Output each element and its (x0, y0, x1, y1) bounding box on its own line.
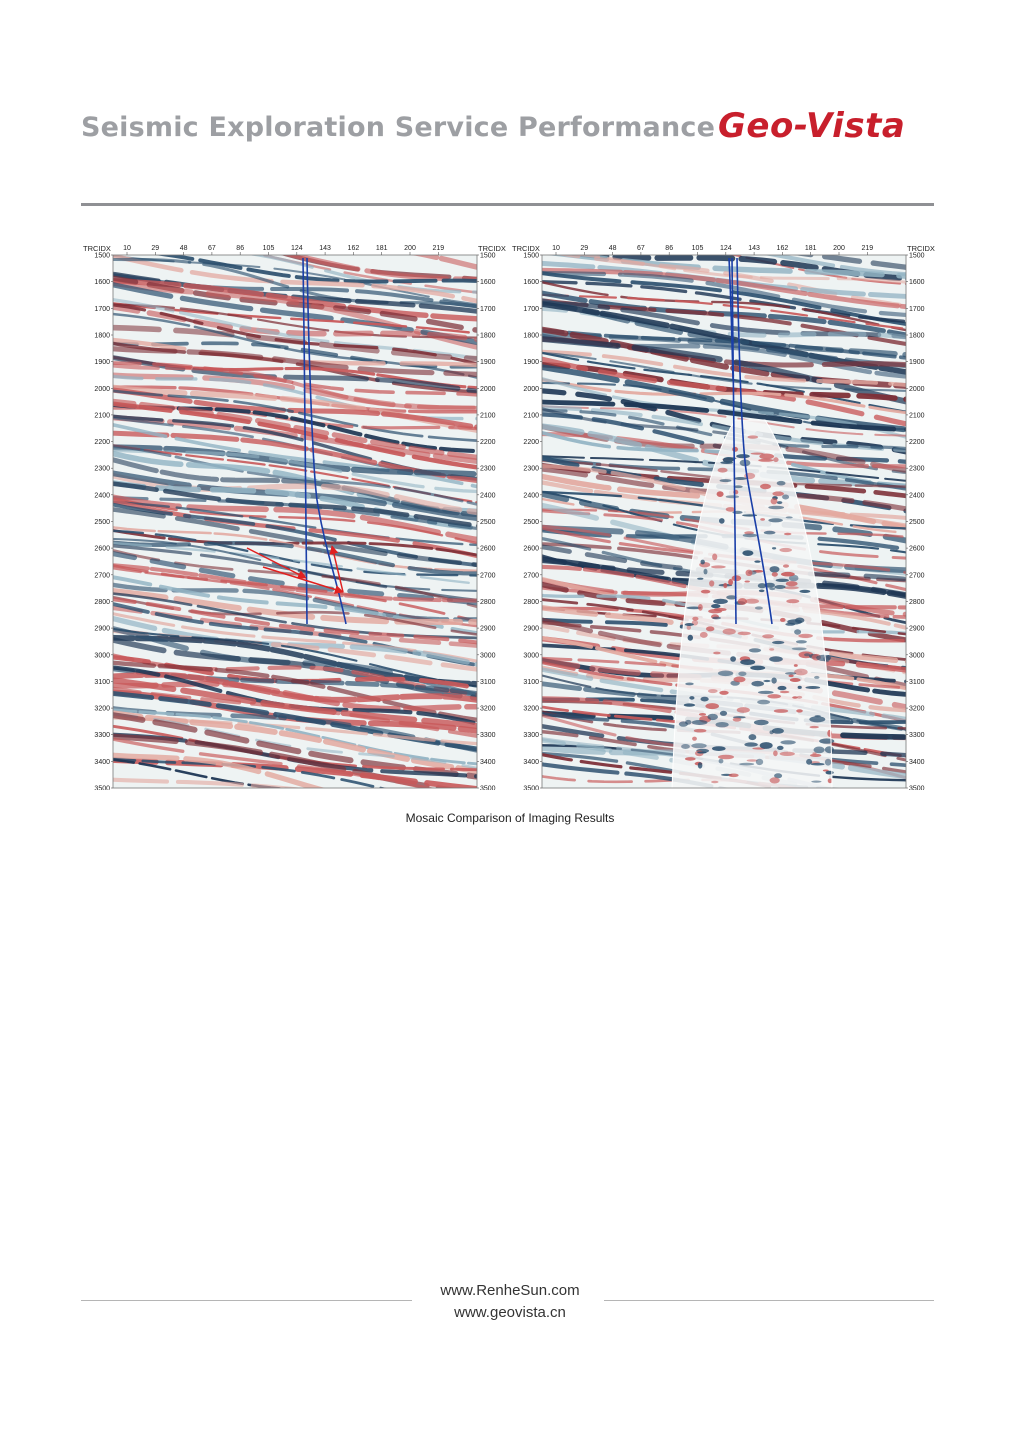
depth-tick-label-right: 1800 (480, 332, 496, 340)
depth-tick-label-right: 1700 (480, 305, 496, 313)
axis-label-right: TRCIDX (478, 244, 506, 253)
trace-tick-label: 105 (262, 245, 275, 252)
depth-tick-label-right: 2100 (480, 412, 496, 420)
depth-tick-label-left: 3000 (94, 652, 110, 660)
depth-tick-label-left: 2600 (523, 545, 539, 553)
depth-tick-label-right: 3000 (909, 652, 925, 660)
depth-tick-label-right: 3200 (909, 705, 925, 713)
depth-tick-label-right: 1500 (909, 252, 925, 260)
footer-divider-left (81, 1300, 412, 1301)
depth-tick-label-right: 3300 (480, 732, 496, 740)
depth-tick-label-right: 2900 (480, 625, 496, 633)
depth-tick-label-right: 3400 (909, 758, 925, 766)
depth-tick-label-left: 1500 (523, 252, 539, 260)
depth-tick-label-right: 2200 (480, 439, 496, 447)
trace-tick-label: 48 (179, 245, 188, 252)
depth-tick-label-right: 2200 (909, 439, 925, 447)
depth-tick-label-right: 2500 (909, 519, 925, 526)
depth-tick-label-left: 2400 (523, 492, 539, 500)
depth-tick-label-left: 2100 (523, 412, 539, 420)
trace-tick-label: 124 (719, 245, 732, 252)
depth-tick-label-left: 2300 (94, 465, 110, 473)
depth-tick-label-right: 3500 (480, 785, 496, 790)
trace-tick-label: 48 (608, 245, 617, 252)
trace-tick-label: 67 (208, 245, 216, 252)
trace-tick-label: 29 (580, 245, 589, 252)
depth-tick-label-right: 3200 (480, 705, 496, 713)
trace-tick-label: 181 (804, 245, 817, 252)
footer-divider-right (604, 1300, 934, 1301)
depth-tick-label-left: 3100 (94, 678, 110, 686)
depth-tick-label-right: 2300 (909, 465, 925, 473)
trace-tick-label: 124 (290, 245, 303, 252)
trace-tick-label: 181 (375, 245, 388, 252)
seismic-section-left (81, 240, 506, 790)
depth-tick-label-right: 3000 (480, 652, 496, 660)
depth-tick-label-right: 1900 (909, 359, 925, 367)
depth-tick-label-right: 1500 (480, 252, 496, 260)
depth-tick-label-left: 1600 (523, 279, 539, 287)
trace-tick-label: 10 (123, 245, 131, 252)
depth-tick-label-right: 1600 (909, 279, 925, 287)
depth-tick-label-left: 3400 (94, 758, 110, 766)
depth-tick-label-right: 1800 (909, 332, 925, 340)
depth-tick-label-right: 2400 (909, 492, 925, 500)
trace-tick-label: 105 (691, 245, 704, 252)
depth-tick-label-right: 3100 (480, 678, 496, 686)
depth-tick-label-right: 3100 (909, 678, 925, 686)
trace-tick-label: 143 (748, 245, 760, 252)
depth-tick-label-left: 2500 (523, 519, 539, 526)
trace-tick-label: 143 (319, 245, 331, 252)
depth-tick-label-right: 2800 (480, 598, 496, 606)
axis-label-left: TRCIDX (512, 244, 540, 253)
depth-tick-label-right: 2300 (480, 465, 496, 473)
trace-tick-label: 200 (833, 245, 845, 252)
depth-tick-label-right: 2900 (909, 625, 925, 633)
page-title: Seismic Exploration Service Performance (81, 112, 716, 143)
depth-tick-label-right: 2800 (909, 598, 925, 606)
depth-tick-label-left: 3400 (523, 758, 539, 766)
trace-tick-label: 200 (404, 245, 416, 252)
depth-tick-label-right: 2700 (909, 572, 925, 580)
footer-link-geovista[interactable]: www.geovista.cn (454, 1304, 566, 1321)
depth-tick-label-left: 2600 (94, 545, 110, 553)
depth-tick-label-left: 3200 (94, 705, 110, 713)
depth-tick-label-left: 2700 (94, 572, 110, 580)
depth-tick-label-left: 2000 (94, 385, 110, 393)
depth-tick-label-left: 2100 (94, 412, 110, 420)
depth-tick-label-left: 1700 (94, 305, 110, 313)
depth-tick-label-left: 3200 (523, 705, 539, 713)
depth-tick-label-left: 3300 (94, 732, 110, 740)
depth-tick-label-left: 2800 (523, 598, 539, 606)
depth-tick-label-right: 1700 (909, 305, 925, 313)
seismic-section-right (510, 240, 935, 790)
depth-tick-label-left: 2700 (523, 572, 539, 580)
depth-tick-label-right: 2000 (480, 385, 496, 393)
trace-tick-label: 162 (776, 245, 789, 252)
depth-tick-label-right: 3500 (909, 785, 925, 790)
depth-tick-label-left: 1900 (94, 359, 110, 367)
trace-tick-label: 86 (236, 245, 245, 252)
figure-caption: Mosaic Comparison of Imaging Results (405, 811, 615, 825)
depth-tick-label-left: 2200 (94, 439, 110, 447)
depth-tick-label-right: 1600 (480, 279, 496, 287)
depth-tick-label-right: 2700 (480, 572, 496, 580)
trace-tick-label: 67 (637, 245, 645, 252)
depth-tick-label-left: 3500 (94, 785, 110, 790)
trace-tick-label: 86 (665, 245, 674, 252)
depth-tick-label-left: 2300 (523, 465, 539, 473)
trace-tick-label: 10 (552, 245, 560, 252)
depth-tick-label-left: 2900 (523, 625, 539, 633)
depth-tick-label-left: 2200 (523, 439, 539, 447)
depth-tick-label-left: 2000 (523, 385, 539, 393)
geo-vista-logo: Geo-Vista (718, 106, 906, 146)
depth-tick-label-left: 1800 (94, 332, 110, 340)
footer-link-renhesun[interactable]: www.RenheSun.com (440, 1282, 580, 1299)
depth-tick-label-left: 3000 (523, 652, 539, 660)
axis-label-right: TRCIDX (907, 244, 935, 253)
depth-tick-label-right: 2400 (480, 492, 496, 500)
depth-tick-label-left: 1800 (523, 332, 539, 340)
depth-tick-label-right: 2100 (909, 412, 925, 420)
depth-tick-label-left: 3100 (523, 678, 539, 686)
depth-tick-label-left: 2800 (94, 598, 110, 606)
axis-label-left: TRCIDX (83, 244, 111, 253)
trace-tick-label: 219 (432, 245, 445, 252)
depth-tick-label-right: 1900 (480, 359, 496, 367)
depth-tick-label-right: 2500 (480, 519, 496, 526)
seismic-section-svg (81, 240, 506, 790)
depth-tick-label-left: 3500 (523, 785, 539, 790)
depth-tick-label-left: 2900 (94, 625, 110, 633)
depth-tick-label-left: 1500 (94, 252, 110, 260)
header-divider (81, 203, 934, 206)
depth-tick-label-left: 2400 (94, 492, 110, 500)
depth-tick-label-left: 1700 (523, 305, 539, 313)
depth-tick-label-left: 1600 (94, 279, 110, 287)
depth-tick-label-left: 3300 (523, 732, 539, 740)
depth-tick-label-right: 2000 (909, 385, 925, 393)
trace-tick-label: 219 (861, 245, 874, 252)
depth-tick-label-right: 3400 (480, 758, 496, 766)
trace-tick-label: 29 (151, 245, 160, 252)
depth-tick-label-right: 2600 (480, 545, 496, 553)
trace-tick-label: 162 (347, 245, 360, 252)
seismic-section-svg (510, 240, 935, 790)
depth-tick-label-right: 2600 (909, 545, 925, 553)
depth-tick-label-left: 1900 (523, 359, 539, 367)
depth-tick-label-left: 2500 (94, 519, 110, 526)
depth-tick-label-right: 3300 (909, 732, 925, 740)
